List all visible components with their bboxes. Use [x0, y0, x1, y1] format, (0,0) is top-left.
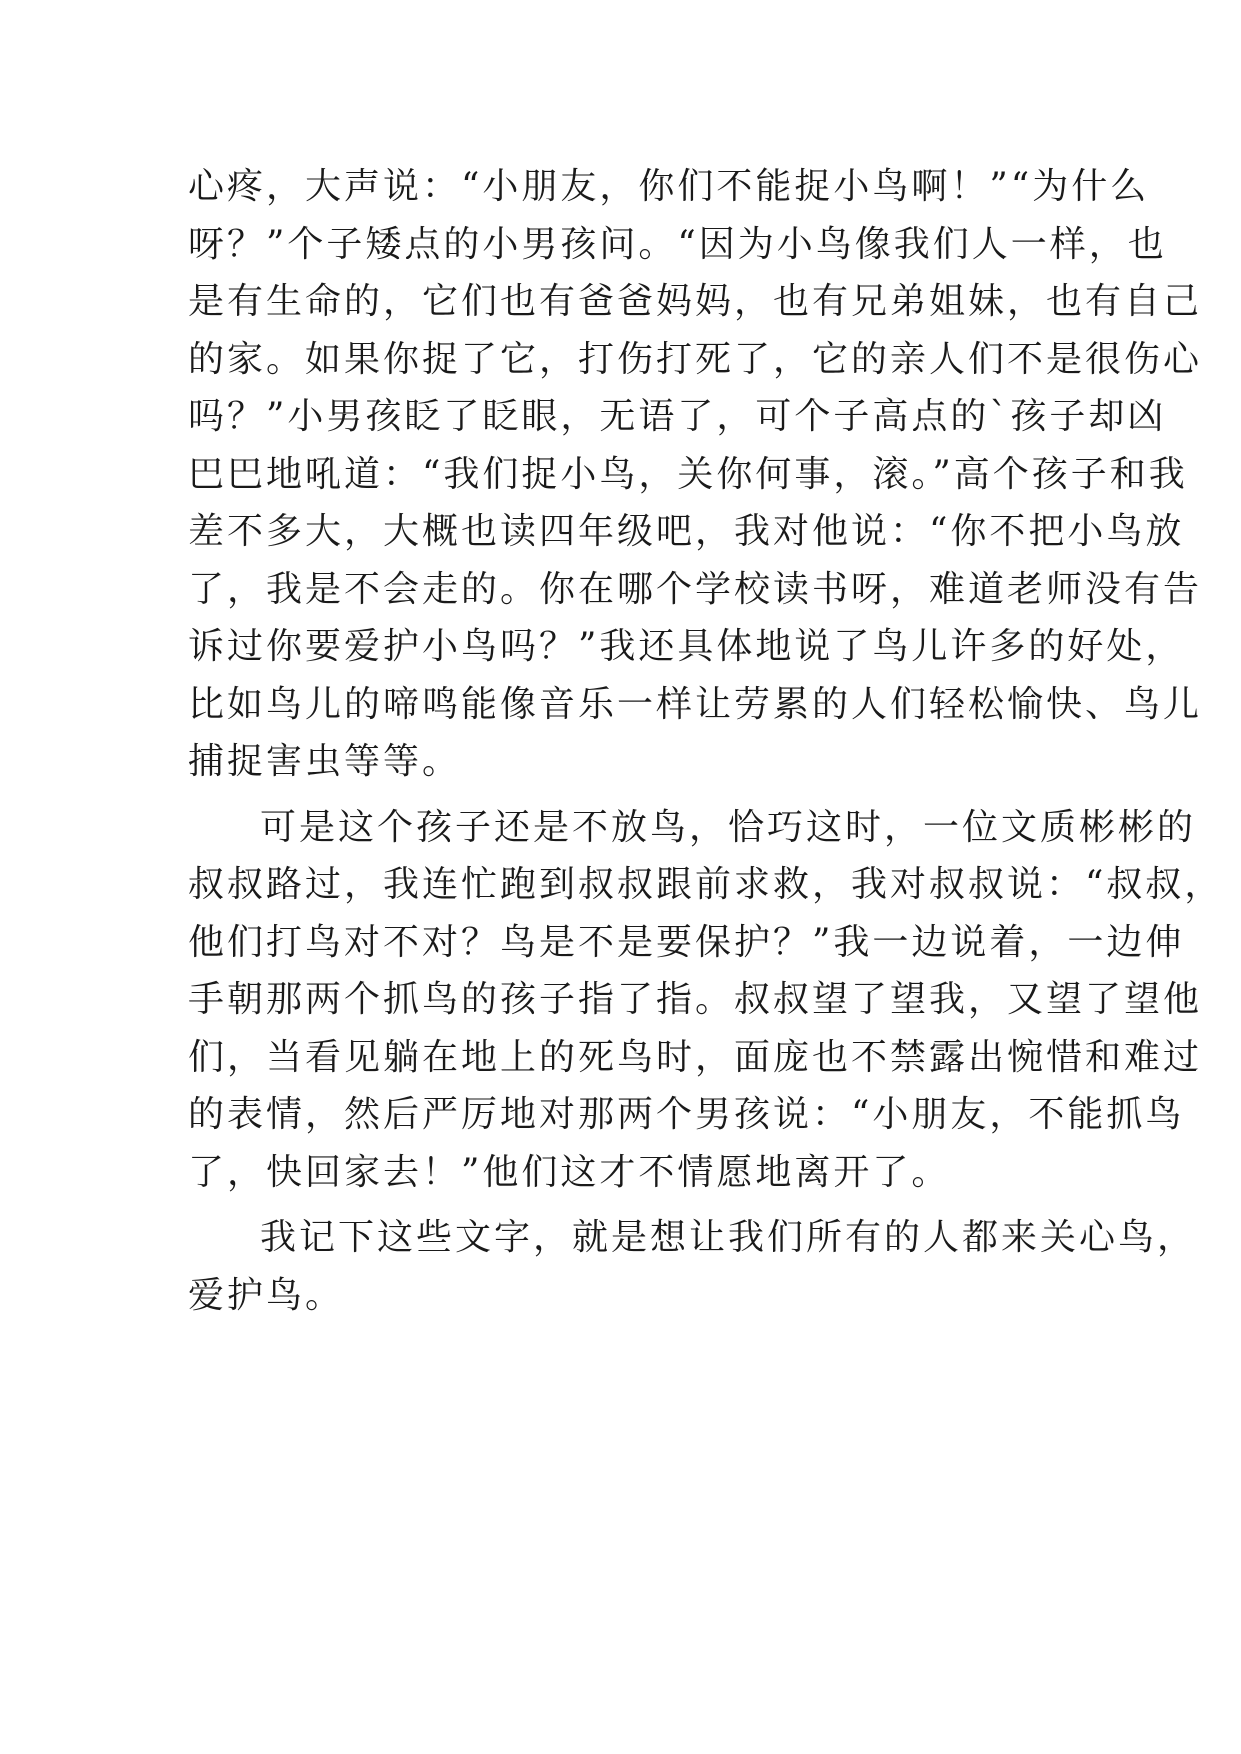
text-line: 巴巴地吼道：“我们捉小鸟，关你何事，滚。”高个孩子和我: [188, 453, 1188, 495]
paragraph-spacing: [188, 1201, 1068, 1209]
text-line: 可是这个孩子还是不放鸟，恰巧这时，一位文质彬彬的: [260, 806, 1197, 848]
text-line: 的表情，然后严厉地对那两个男孩说：“小朋友，不能抓鸟: [188, 1094, 1185, 1135]
text-line: 的家。如果你捉了它，打伤打死了，它的亲人们不是很伤心: [188, 338, 1203, 380]
text-line: 手朝那两个抓鸟的孩子指了指。叔叔望了望我，又望了望他: [188, 979, 1203, 1020]
text-line: 呀？”个子矮点的小男孩问。“因为小鸟像我们人一样，也: [188, 223, 1167, 265]
text-line: 比如鸟儿的啼鸣能像音乐一样让劳累的人们轻松愉快、鸟儿: [188, 683, 1203, 725]
text-line: 我记下这些文字，就是想让我们所有的人都来关心鸟，: [260, 1217, 1197, 1258]
text-line: 捕捉害虫等等。: [188, 741, 462, 782]
paragraph-3: [188, 1209, 1197, 1324]
text-line: 他们打鸟对不对？鸟是不是要保护？”我一边说着，一边伸: [188, 921, 1185, 963]
document-body: [188, 158, 1224, 1324]
text-line: 了，我是不会走的。你在哪个学校读书呀，难道老师没有告: [188, 568, 1203, 610]
text-line: 叔叔路过，我连忙跑到叔叔跟前求救，我对叔叔说：“叔叔，: [188, 864, 1224, 905]
text-line: 吗？”小男孩眨了眨眼，无语了，可个子高点的`孩子却凶: [188, 396, 1167, 437]
paragraph-2: [188, 799, 1224, 1202]
text-line: 诉过你要爱护小鸟吗？”我还具体地说了鸟儿许多的好处，: [188, 626, 1185, 667]
paragraph-1: [188, 158, 1203, 791]
text-line: 们，当看见躺在地上的死鸟时，面庞也不禁露出惋惜和难过: [188, 1036, 1203, 1078]
text-line: 差不多大，大概也读四年级吧，我对他说：“你不把小鸟放: [188, 511, 1185, 552]
text-line: 是有生命的，它们也有爸爸妈妈，也有兄弟姐妹，也有自己: [188, 281, 1203, 322]
paragraph-spacing: [188, 791, 1068, 799]
text-line: 心疼，大声说：“小朋友，你们不能捉小鸟啊！”“为什么: [188, 166, 1150, 207]
text-line: 了，快回家去！”他们这才不情愿地离开了。: [188, 1151, 951, 1193]
text-line: 爱护鸟。: [188, 1274, 345, 1316]
